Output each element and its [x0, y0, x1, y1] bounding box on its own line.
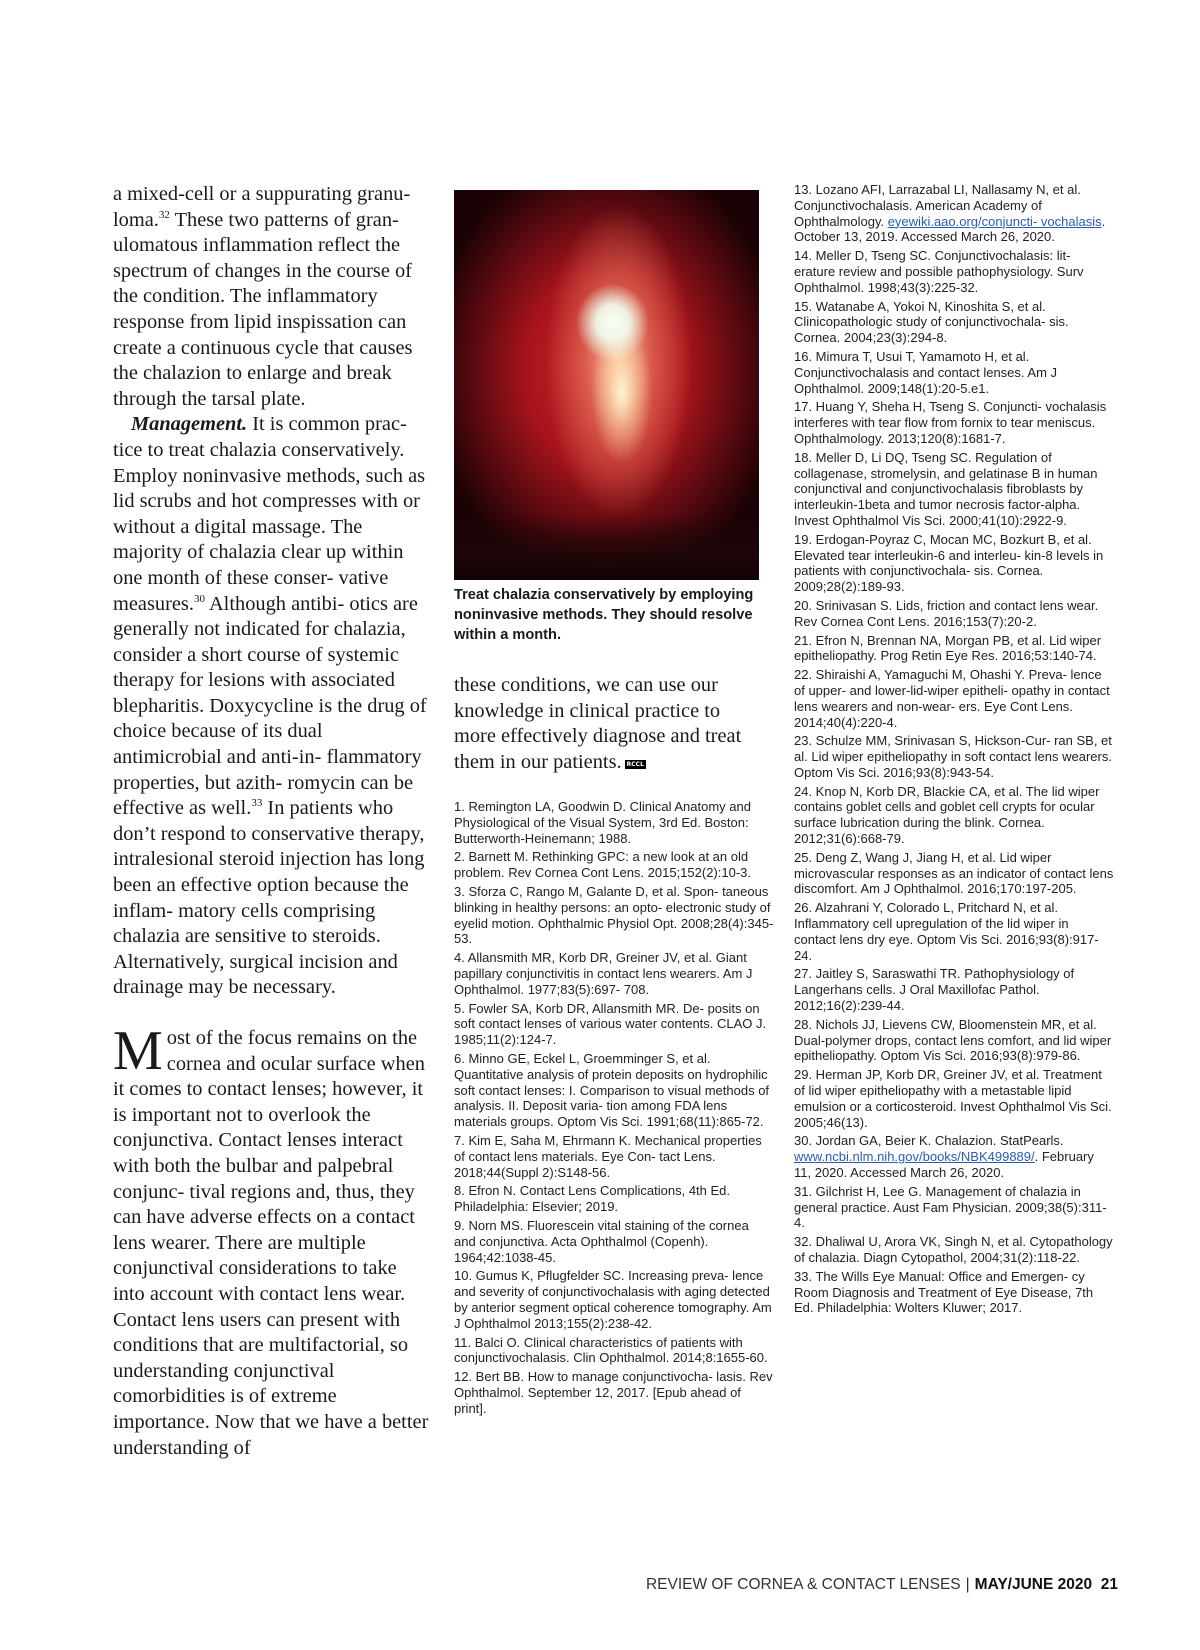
reference-item: 2. Barnett M. Rethinking GPC: a new look at an old problem. Rev Cornea Cont Lens. 2015;152(2):10-3. [454, 849, 752, 881]
reference-item: 20. Srinivasan S. Lids, friction and contact lens wear. Rev Cornea Cont Lens. 2016;153(7):20-2. [794, 597, 1099, 629]
reference-item: 10. Gumus K, Pflugfelder SC. Increasing preva- lence and severity of conjunctivochalasis with aging detected by anterior segment optical coherence tomography. Am J Ophthalmol 2013;155(2):238-42. [454, 1268, 772, 1331]
reference-item: 4. Allansmith MR, Korb DR, Greiner JV, et al. Giant papillary conjunctivitis in contact lens wearers. Am J Ophthalmol. 1977;83(5):697- 708. [454, 950, 753, 997]
reference-item: 6. Minno GE, Eckel L, Groemminger S, et al. Quantitative analysis of protein deposits on hydrophilic soft contact lenses: I. Comparison to visual methods of analysis. II. Deposit varia- tion among FDA lens materials groups. Optom Vis Sci. 1991;68(11):865-72. [454, 1050, 770, 1130]
reference-item: 28. Nichols JJ, Lievens CW, Bloomenstein MR, et al. Dual-polymer drops, contact lens comfort, and lid wiper epitheliopathy. Optom Vis Sci. 2016;93(8):979-86. [794, 1016, 1112, 1064]
ncbi-link[interactable]: www.ncbi.nlm.nih.gov/books/NBK499889/ [794, 1149, 1035, 1165]
reference-item: 16. Mimura T, Usui T, Yamamoto H, et al. Conjunctivochalasis and contact lenses. Am J Ophthalmol. 2009;148(1):20-5.e1. [794, 348, 1058, 396]
reference-item: 3. Sforza C, Rango M, Galante D, et al. Spon- taneous blinking in healthy persons: an opto- electronic study of eyelid motion. Ophthalmic Physiol Opt. 2008;28(4):345-53. [454, 883, 774, 947]
reference-item: 7. Kim E, Saha M, Ehrmann K. Mechanical properties of contact lens materials. Eye Con- tact Lens. 2018;44(Suppl 2):S148-56. [454, 1132, 762, 1180]
paragraph-pathology: a mixed-cell or a suppurating granu- loma.$^{32}$ These two patterns of gran- ulomatous inflammation reflect the spectrum of changes in the course of the condition. The inflammatory response from lipid inspissation can create a continuous cycle that causes the chalazion to enlarge and break through the tarsal plate. [113, 183, 413, 410]
reference-item: 33. The Wills Eye Manual: Office and Emergen- cy Room Diagnosis and Treatment of Eye Disease, 7th Ed. Philadelphia: Wolters Kluwer; 2017. [794, 1268, 1094, 1316]
references-list-1 [454, 799, 774, 1419]
citation-superscript: 32 [158, 208, 170, 221]
references-list-2 [794, 182, 1114, 1319]
end-mark-logo: RCCL [626, 760, 644, 768]
reference-item: 21. Efron N, Brennan NA, Morgan PB, et al. Lid wiper epitheliopathy. Prog Retin Eye Res. 2016;53:140-74. [794, 632, 1102, 664]
figure-caption: Treat chalazia conservatively by employing noninvasive methods. They should resolve within a month. [454, 587, 754, 643]
reference-item: 32. Dhaliwal U, Arora VK, Singh N, et al. Cytopathology of chalazia. Diagn Cytopathol, 2004;31(2):118-22. [794, 1234, 1113, 1265]
citation-superscript: 33 [251, 797, 263, 810]
eyelid-shadow [454, 515, 759, 580]
reference-item: 1. Remington LA, Goodwin D. Clinical Anatomy and Physiological of the Visual System, 3rd Ed. Boston: Butterworth-Heinemann; 1988. [454, 799, 751, 846]
citation-superscript: 30 [193, 592, 205, 605]
journal-name: REVIEW OF CORNEA & CONTACT LENSES [645, 1576, 961, 1593]
reference-item: 11. Balci O. Clinical characteristics of patients with conjunctivochalasis. Clin Ophthalmol. 2014;8:1655-60. [454, 1334, 768, 1366]
reference-item: 26. Alzahrani Y, Colorado L, Pritchard N, et al. Inflammatory cell upregulation of the lid wiper in contact lens dry eye. Optom Vis Sci. 2016;93(8):917-24. [794, 900, 1099, 963]
reference-item: 29. Herman JP, Korb DR, Greiner JV, et al. Treatment of lid wiper epitheliopathy with a metastable lipid emulsion or a corticosteroid. Invest Ophthalmol Vis Sci. 2005;46(13). [794, 1067, 1112, 1130]
paragraph-conclusion: Most of the focus remains on the cornea and ocular surface when it comes to contact lenses; however, it is important not to overlook the conjunctiva. Contact lenses interact with both the bulbar and palpebral conjunc- tival regions and, thus, they can have adverse effects on a contact lens wearer. There are multiple conjunctival considerations to take into account with contact lens wear. Contact lens users can present with conditions that are multifactorial, so understanding conjunctival comorbidities is of extreme importance. Now that we have a better understanding of [113, 1020, 429, 1459]
reference-item: 18. Meller D, Li DQ, Tseng SC. Regulation of collagenase, stromelysin, and gelatinase B in human conjunctival and conjunctivochalasis fibroblasts by interleukin-1beta and tumor necrosis factor-alpha. Invest Ophthalmol Vis Sci. 2000;41(10):2922-9. [794, 449, 1098, 528]
footer-separator: | [965, 1576, 970, 1593]
issue-date: MAY/JUNE 2020 [974, 1576, 1093, 1593]
paragraph-management: Management. It is common prac- tice to treat chalazia conservatively. Employ noninvasive methods, such as lid scrubs and hot compresses with or without a digital massage. The majority of chalazia clear up within one month of these conser- vative measures.$^{30}$ Although antibi- otics are generally not indicated for chalazia, consider a short course of systemic therapy for lesions with associated blepharitis. Doxycycline is the drug of choice because of its dual antimicrobial and anti-in- flammatory properties, but azith- romycin can be effective as well.$^{33}$ In patients who don’t respond to conservative therapy, intralesional steroid injection has long been an effective option because the inflam- matory cells comprising chalazia are sensitive to steroids. Alternatively, surgical incision and drainage may be necessary. [113, 413, 427, 999]
reference-item: 17. Huang Y, Sheha H, Tseng S. Conjuncti- vochalasis interferes with tear flow from fornix to tear meniscus. Ophthalmology. 2013;120(8):1681-7. [794, 399, 1107, 446]
chalazion-eye-photo [454, 190, 759, 580]
body-text-column-1 [113, 182, 433, 1461]
reference-item: 9. Norn MS. Fluorescein vital staining of the cornea and conjunctiva. Acta Ophthalmol (Copenh). 1964;42:1038-45. [454, 1217, 749, 1265]
reference-item: 31. Gilchrist H, Lee G. Management of chalazia in general practice. Aust Fam Physician. 2009;38(5):311-4. [794, 1183, 1107, 1231]
reference-item: 14. Meller D, Tseng SC. Conjunctivochalasis: lit- erature review and possible pathophysiology. Surv Ophthalmol. 1998;43(3):225-32. [794, 248, 1084, 295]
paragraph-continuation: these conditions, we can use our knowledge in clinical practice to more effectively diagnose and treat them in our patients. RCCL [454, 674, 742, 773]
reference-item: 27. Jaitley S, Saraswathi TR. Pathophysiology of Langerhans cells. J Oral Maxillofac Pathol. 2012;16(2):239-44. [794, 966, 1075, 1014]
reference-item: 15. Watanabe A, Yokoi N, Kinoshita S, et al. Clinicopathologic study of conjunctivochala- sis. Cornea. 2004;23(3):294-8. [794, 298, 1069, 346]
body-text-column-2 [454, 673, 764, 775]
management-subheading: Management. [131, 413, 248, 436]
reference-item: 24. Knop N, Korb DR, Blackie CA, et al. The lid wiper contains goblet cells and goblet cell crypts for ocular surface lubrication during the blink. Cornea. 2012;31(6):668-79. [794, 783, 1100, 847]
drop-cap: M [113, 1020, 163, 1082]
reference-item: 13. Lozano AFI, Larrazabal LI, Nallasamy N, et al. Conjunctivochalasis. American Academy of Ophthalmology. eyewiki.aao.org/conjuncti- vochalasis. October 13, 2019. Accessed March 26, 2020. [794, 182, 1106, 245]
reference-item: 25. Deng Z, Wang J, Jiang H, et al. Lid wiper microvascular responses as an indicator of contact lens discomfort. Am J Ophthalmol. 2016;170:197-205. [794, 849, 1114, 897]
reference-item: 30. Jordan GA, Beier K. Chalazion. StatPearls. www.ncbi.nlm.nih.gov/books/NBK499889/. February 11, 2020. Accessed March 26, 2020. [794, 1133, 1094, 1181]
reference-item: 19. Erdogan-Poyraz C, Mocan MC, Bozkurt B, et al. Elevated tear interleukin-6 and interleu- kin-8 levels in patients with conjunctivochala- sis. Cornea. 2009;28(2):189-93. [794, 531, 1104, 595]
reference-item: 8. Efron N. Contact Lens Complications, 4th Ed. Philadelphia: Elsevier; 2019. [454, 1183, 731, 1215]
reference-item: 23. Schulze MM, Srinivasan S, Hickson-Cur- ran SB, et al. Lid wiper epitheliopathy in soft contact lens wearers. Optom Vis Sci. 2016;93(8):943-54. [794, 733, 1112, 780]
reference-item: 22. Shiraishi A, Yamaguchi M, Ohashi Y. Preva- lence of upper- and lower-lid-wiper epitheli- opathy in contact lens wearers and non-wear- ers. Eye Cont Lens. 2014;40(4):220-4. [794, 667, 1110, 730]
page-number: 21 [1100, 1576, 1118, 1593]
page-footer [646, 1576, 1118, 1594]
reference-item: 12. Bert BB. How to manage conjunctivocha- lasis. Rev Ophthalmol. September 12, 2017. [Epub ahead of print]. [454, 1369, 773, 1416]
reference-item: 5. Fowler SA, Korb DR, Allansmith MR. De- posits on soft contact lenses of various water contents. CLAO J. 1985;11(2):124-7. [454, 1000, 767, 1048]
eyewiki-link[interactable]: eyewiki.aao.org/conjuncti- vochalasis [887, 213, 1102, 229]
